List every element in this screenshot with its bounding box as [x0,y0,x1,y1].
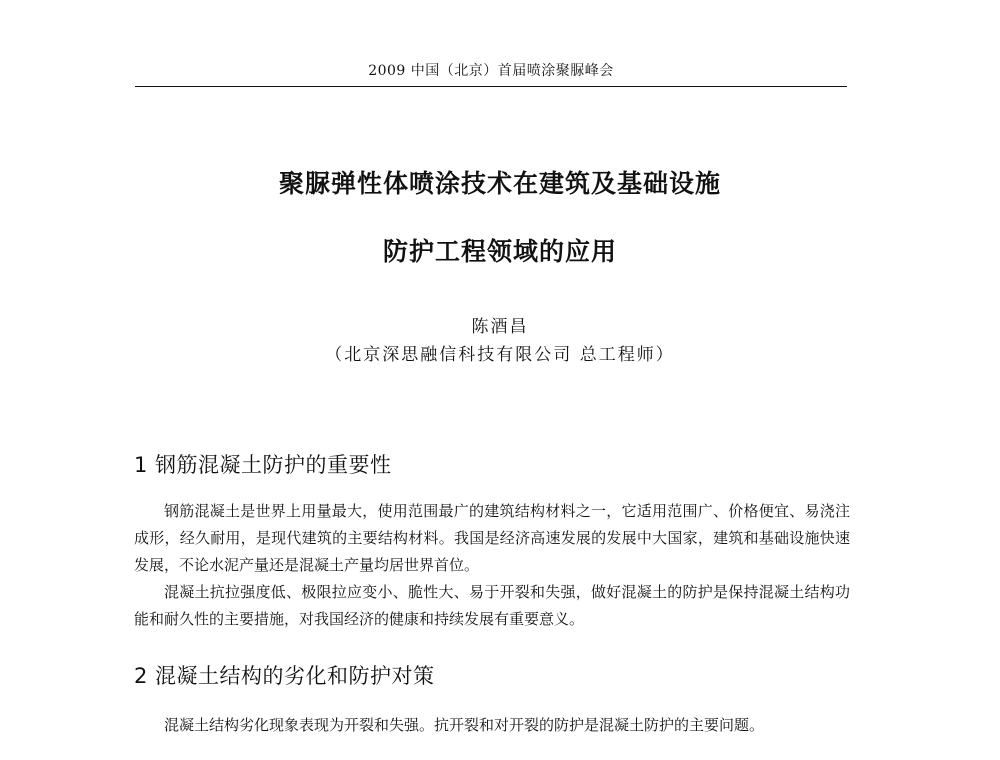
section-1-paragraph-1: 钢筋混凝土是世界上用量最大，使用范围最广的建筑结构材料之一，它适用范围广、价格便宜、易浇注成形，经久耐用，是现代建筑的主要结构材料。我国是经济高速发展的发展中大国家，建筑和基础设施快速发展，不论水泥产量还是混凝土产量均居世界首位。 [134,502,850,574]
paper-title-line-1: 聚脲弹性体喷涂技术在建筑及基础设施 [278,169,721,198]
paper-title-line-2: 防护工程领域的应用 [382,237,617,266]
running-header: 2009 中国（北京）首届喷涂聚脲峰会 [368,63,614,79]
author-affiliation: （北京深思融信科技有限公司 总工程师） [325,345,675,365]
section-heading-2: 2 混凝土结构的劣化和防护对策 [134,664,435,688]
section-heading-1: 1 钢筋混凝土防护的重要性 [134,453,392,477]
section-1-paragraph-2: 混凝土抗拉强度低、极限拉应变小、脆性大、易于开裂和失强，做好混凝土的防护是保持混凝土结构功能和耐久性的主要措施，对我国经济的健康和持续发展有重要意义。 [134,583,850,628]
header-rule [135,86,847,87]
section-2-paragraph-1: 混凝土结构劣化现象表现为开裂和失强。抗开裂和对开裂的防护是混凝土防护的主要问题。 [164,716,765,734]
author-name: 陈酒昌 [471,317,529,337]
